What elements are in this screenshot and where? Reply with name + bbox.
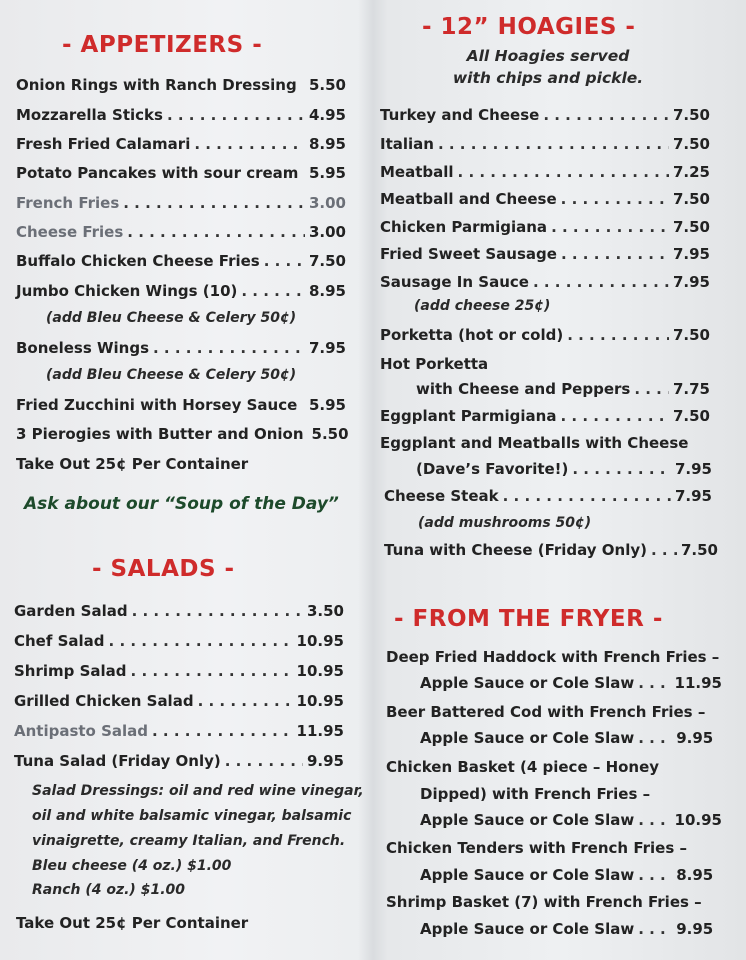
menu-item: Onion Rings with Ranch Dressing 5.50	[16, 76, 346, 94]
menu-item: French Fries . . . 3.00	[16, 194, 346, 212]
salads-heading: - SALADS -	[92, 556, 235, 582]
mushrooms-note: (add mushrooms 50¢)	[418, 515, 592, 531]
menu-item: Shrimp Salad . . . 10.95	[14, 662, 344, 680]
menu-item: Cheese Steak . . . 7.95	[384, 487, 712, 505]
menu-item: Buffalo Chicken Cheese Fries . . . 7.50	[16, 252, 346, 270]
menu-item: Fresh Fried Calamari . . . 8.95	[16, 135, 346, 153]
hoagies-subtitle: All Hoagies served	[466, 47, 630, 65]
wings-note: (add Bleu Cheese & Celery 50¢)	[46, 310, 297, 326]
fryer-line: Beer Battered Cod with French Fries –	[386, 703, 706, 721]
fryer-line: Dipped) with French Fries –	[420, 785, 651, 803]
menu-item: Garden Salad . . . 3.50	[14, 602, 344, 620]
menu-item: Chicken Parmigiana . . . 7.50	[380, 218, 710, 236]
menu-item: Cheese Fries . . . 3.00	[16, 223, 346, 241]
menu-item: Apple Sauce or Cole Slaw . . . 9.95	[420, 920, 722, 938]
takeout-note: Take Out 25¢ Per Container	[16, 914, 249, 932]
menu-item: Antipasto Salad . . . 11.95	[14, 722, 344, 740]
menu-item: Potato Pancakes with sour cream 5.95	[16, 164, 346, 182]
menu-item: Turkey and Cheese . . . 7.50	[380, 106, 710, 124]
sausage-note: (add cheese 25¢)	[414, 298, 551, 314]
menu-item: Apple Sauce or Cole Slaw . . . 8.95	[420, 866, 722, 884]
dressings-line: Bleu cheese (4 oz.) $1.00	[32, 858, 232, 874]
dressings-line: Salad Dressings: oil and red wine vinegar,	[32, 783, 364, 799]
menu-item: Italian . . . 7.50	[380, 135, 710, 153]
menu-item: Apple Sauce or Cole Slaw . . . 11.95	[420, 674, 722, 692]
menu-item: Eggplant Parmigiana . . . 7.50	[380, 407, 710, 425]
menu-item: Tuna Salad (Friday Only) . . . 9.95	[14, 752, 344, 770]
menu-item: Grilled Chicken Salad . . . 10.95	[14, 692, 344, 710]
dressings-line: oil and white balsamic vinegar, balsamic	[32, 808, 352, 824]
hoagies-heading: - 12” HOAGIES -	[422, 14, 636, 40]
hoagies-subtitle: with chips and pickle.	[452, 69, 644, 87]
menu-item: Meatball . . . 7.25	[380, 163, 710, 181]
menu-item: Chef Salad . . . 10.95	[14, 632, 344, 650]
menu-item: Meatball and Cheese . . . 7.50	[380, 190, 710, 208]
menu-item: Jumbo Chicken Wings (10) . . . 8.95	[16, 282, 346, 300]
dressings-line: Ranch (4 oz.) $1.00	[32, 882, 185, 898]
menu-item: (Dave’s Favorite!) . . . 7.95	[416, 460, 712, 478]
dressings-line: vinaigrette, creamy Italian, and French.	[32, 833, 346, 849]
menu-item: Apple Sauce or Cole Slaw . . . 10.95	[420, 811, 722, 829]
menu-item: Fried Zucchini with Horsey Sauce 5.95	[16, 396, 346, 414]
menu-item: Mozzarella Sticks . . . 4.95	[16, 106, 346, 124]
takeout-note: Take Out 25¢ Per Container	[16, 455, 249, 473]
menu-item: Porketta (hot or cold) . . . 7.50	[380, 326, 710, 344]
fryer-line: Chicken Tenders with French Fries –	[386, 839, 687, 857]
menu-item: with Cheese and Peppers . . . 7.75	[416, 380, 710, 398]
fryer-heading: - FROM THE FRYER -	[394, 606, 663, 632]
hot-porketta-label: Hot Porketta	[380, 355, 489, 373]
menu-item: Boneless Wings . . . 7.95	[16, 339, 346, 357]
soup-of-the-day: Ask about our “Soup of the Day”	[24, 494, 339, 514]
eggplant-meatballs-label: Eggplant and Meatballs with Cheese	[380, 434, 689, 452]
fryer-line: Shrimp Basket (7) with French Fries –	[386, 893, 702, 911]
appetizers-heading: - APPETIZERS -	[62, 32, 263, 58]
fryer-line: Deep Fried Haddock with French Fries –	[386, 648, 720, 666]
menu-item: Fried Sweet Sausage . . . 7.95	[380, 245, 710, 263]
menu-item: Tuna with Cheese (Friday Only) . . . 7.50	[384, 541, 718, 559]
fryer-line: Chicken Basket (4 piece – Honey	[386, 758, 660, 776]
menu-item: 3 Pierogies with Butter and Onion 5.50	[16, 425, 349, 443]
menu-item: Sausage In Sauce . . . 7.95	[380, 273, 710, 291]
menu-item: Apple Sauce or Cole Slaw . . . 9.95	[420, 729, 722, 747]
boneless-note: (add Bleu Cheese & Celery 50¢)	[46, 367, 297, 383]
